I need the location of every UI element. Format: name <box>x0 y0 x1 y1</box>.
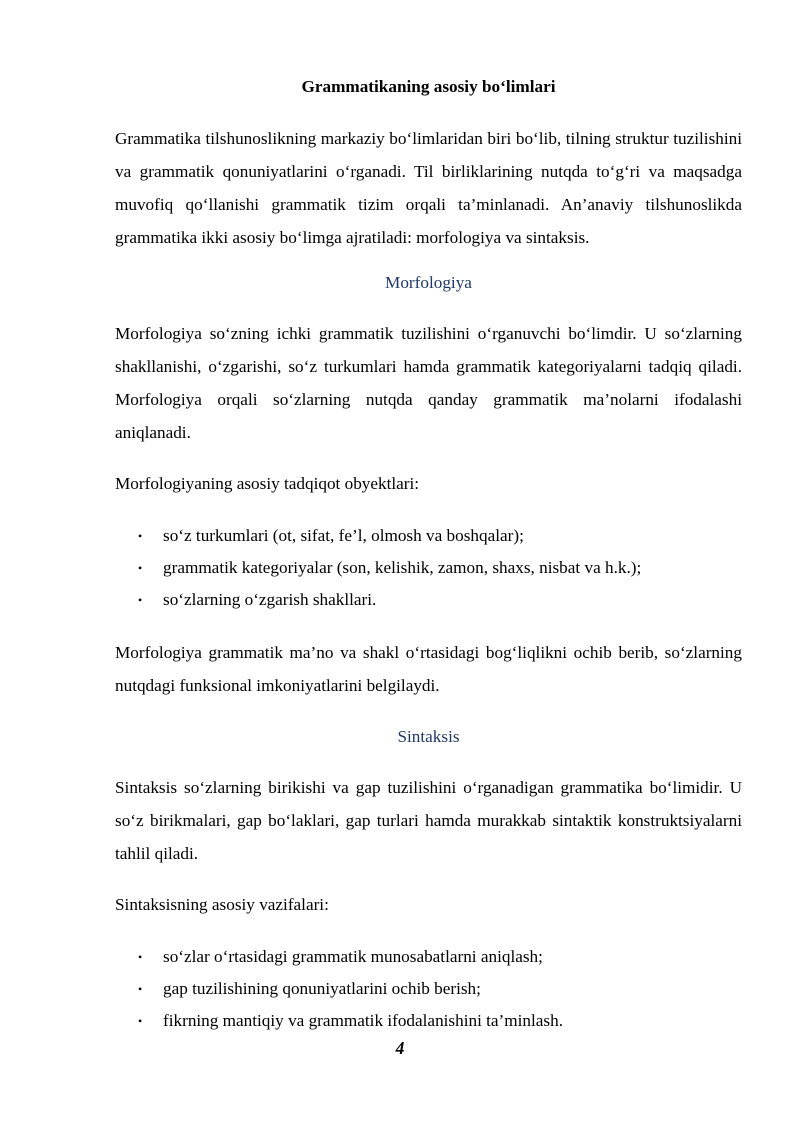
list-item-text: so‘zlar o‘rtasidagi grammatik munosabatlarni aniqlash; <box>163 947 543 966</box>
morfologiya-conclusion: Morfologiya grammatik ma’no va shakl o‘rtasidagi bog‘liqlikni ochib berib, so‘zlarning nutqdagi funksional imkoniyatlarini belgilaydi. <box>115 643 742 695</box>
sintaksis-heading: Sintaksis <box>397 727 460 746</box>
morfologiya-list <box>115 520 742 616</box>
bullet-icon: • <box>138 561 143 575</box>
list-item <box>115 941 742 973</box>
morfologiya-list-intro: Morfologiyaning asosiy tadqiqot obyektlari: <box>115 474 420 493</box>
sintaksis-paragraph: Sintaksis so‘zlarning birikishi va gap tuzilishini o‘rganadigan grammatika bo‘limidir. U so‘z birikmalari, gap bo‘laklari, gap turlari hamda murakkab sintaktik konstruktsiyalarni tahlil qiladi. <box>115 778 742 863</box>
list-item <box>115 584 742 616</box>
bullet-icon: • <box>138 593 143 607</box>
list-item <box>115 520 742 552</box>
list-item-text: gap tuzilishining qonuniyatlarini ochib berish; <box>163 979 481 998</box>
list-item <box>115 1005 742 1037</box>
morfologiya-heading: Morfologiya <box>385 273 472 292</box>
sintaksis-list <box>115 941 742 1037</box>
list-item-text: fikrning mantiqiy va grammatik ifodalanishini ta’minlash. <box>163 1011 564 1030</box>
intro-paragraph: Grammatika tilshunoslikning markaziy bo‘limlaridan biri bo‘lib, tilning struktur tuzilishini va grammatik qonuniyatlarini o‘rganadi. Til birliklarining nutqda to‘g‘ri va maqsadga muvofiq qo‘llanishi grammatik tizim orqali ta’minlanadi. An’anaviy tilshunoslikda grammatika ikki asosiy bo‘limga ajratiladi: morfologiya va sintaksis. <box>115 129 742 247</box>
page-number: 4 <box>395 1038 405 1058</box>
list-item <box>115 552 742 584</box>
morfologiya-paragraph: Morfologiya so‘zning ichki grammatik tuzilishini o‘rganuvchi bo‘limdir. U so‘zlarning shakllanishi, o‘zgarishi, so‘z turkumlari hamda grammatik kategoriyalarni tadqiq qiladi. Morfologiya orqali so‘zlarning nutqda qanday grammatik ma’nolarni ifodalashi aniqlanadi. <box>115 324 742 442</box>
document-page <box>115 70 742 1037</box>
list-item <box>115 973 742 1005</box>
sintaksis-list-intro: Sintaksisning asosiy vazifalari: <box>115 895 329 914</box>
list-item-text: so‘zlarning o‘zgarish shakllari. <box>163 590 377 609</box>
bullet-icon: • <box>138 982 143 996</box>
bullet-icon: • <box>138 950 143 964</box>
list-item-text: so‘z turkumlari (ot, sifat, fe’l, olmosh va boshqalar); <box>163 526 524 545</box>
bullet-icon: • <box>138 1014 143 1028</box>
page-title: Grammatikaning asosiy bo‘limlari <box>301 77 556 96</box>
list-item-text: grammatik kategoriyalar (son, kelishik, zamon, shaxs, nisbat va h.k.); <box>163 558 642 577</box>
bullet-icon: • <box>138 529 143 543</box>
